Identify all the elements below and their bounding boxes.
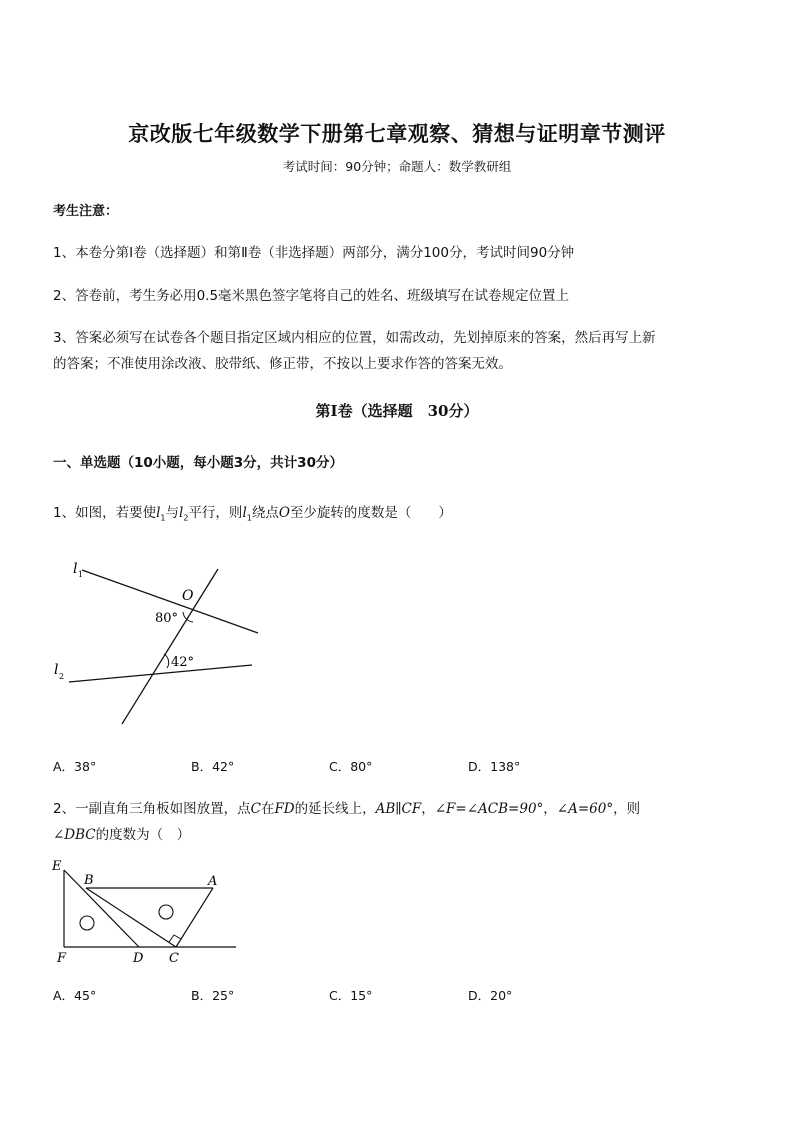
label-O: O <box>182 588 194 604</box>
label-A: A <box>208 874 218 889</box>
q1-option-a[interactable]: A．38° <box>53 759 97 774</box>
q2-option-a[interactable]: A．45° <box>53 988 97 1003</box>
q1-option-d[interactable]: D．138° <box>468 759 521 774</box>
circle-right <box>159 905 173 919</box>
q1-option-c[interactable]: C．80° <box>329 759 373 774</box>
section-title: 第Ⅰ卷（选择题 30分） <box>315 402 479 420</box>
label-B: B <box>84 873 94 888</box>
angle-80-label: 80° <box>155 611 179 626</box>
label-l1: l <box>73 561 78 577</box>
notice-heading: 考生注意： <box>53 204 119 219</box>
exam-subtitle: 考试时间：90分钟；命题人：数学教研组 <box>282 159 512 174</box>
label-l2-sub: 2 <box>59 672 65 681</box>
segment-AC <box>176 888 213 947</box>
notice-item-1: 1、本卷分第Ⅰ卷（选择题）和第Ⅱ卷（非选择题）两部分，满分100分，考试时间90分钟 <box>53 245 575 261</box>
part-heading: 一、单选题（10小题，每小题3分，共计30分） <box>53 455 343 471</box>
q1-option-b[interactable]: B．42° <box>191 759 235 774</box>
segment-ED <box>64 870 139 947</box>
notice-item-3: 3、答案必须写在试卷各个题目指定区域内相应的位置，如需改动，先划掉原来的答案，然后再写上新 <box>53 330 656 346</box>
transversal-line <box>122 569 218 724</box>
q2-option-c[interactable]: C．15° <box>329 988 373 1003</box>
angle-42-label: 42° <box>171 655 195 670</box>
line-l2 <box>69 665 252 682</box>
label-D: D <box>133 951 144 966</box>
q2-option-d[interactable]: D．20° <box>468 988 513 1003</box>
label-E: E <box>52 859 62 874</box>
label-l2: l <box>54 662 59 678</box>
notice-item-2: 2、答卷前，考生务必用0.5毫米黑色签字笔将自己的姓名、班级填写在试卷规定位置上 <box>53 288 570 304</box>
q2-option-b[interactable]: B．25° <box>191 988 235 1003</box>
label-C: C <box>169 951 179 966</box>
label-l1-sub: 1 <box>78 570 84 579</box>
notice-item-3-continued: 的答案；不准使用涂改液、胶带纸、修正带，不按以上要求作答的答案无效。 <box>53 356 512 372</box>
question-2-figure <box>46 852 246 972</box>
label-F: F <box>57 951 67 966</box>
question-1-stem: 1、如图，若要使$l_1$与$l_2$平行，则$l_1$绕点O至少旋转的度数是（ ） <box>53 505 452 523</box>
question-2-stem: 2、一副直角三角板如图放置，点C在FD的延长线上，AB∥CF，∠F=∠ACB=90°，∠A=60°，则 <box>53 801 641 817</box>
question-1-figure <box>40 552 280 732</box>
question-2-stem-continued: ∠DBC的度数为（ ） <box>53 827 191 843</box>
circle-left <box>80 916 94 930</box>
exam-title: 京改版七年级数学下册第七章观察、猜想与证明章节测评 <box>128 121 666 146</box>
